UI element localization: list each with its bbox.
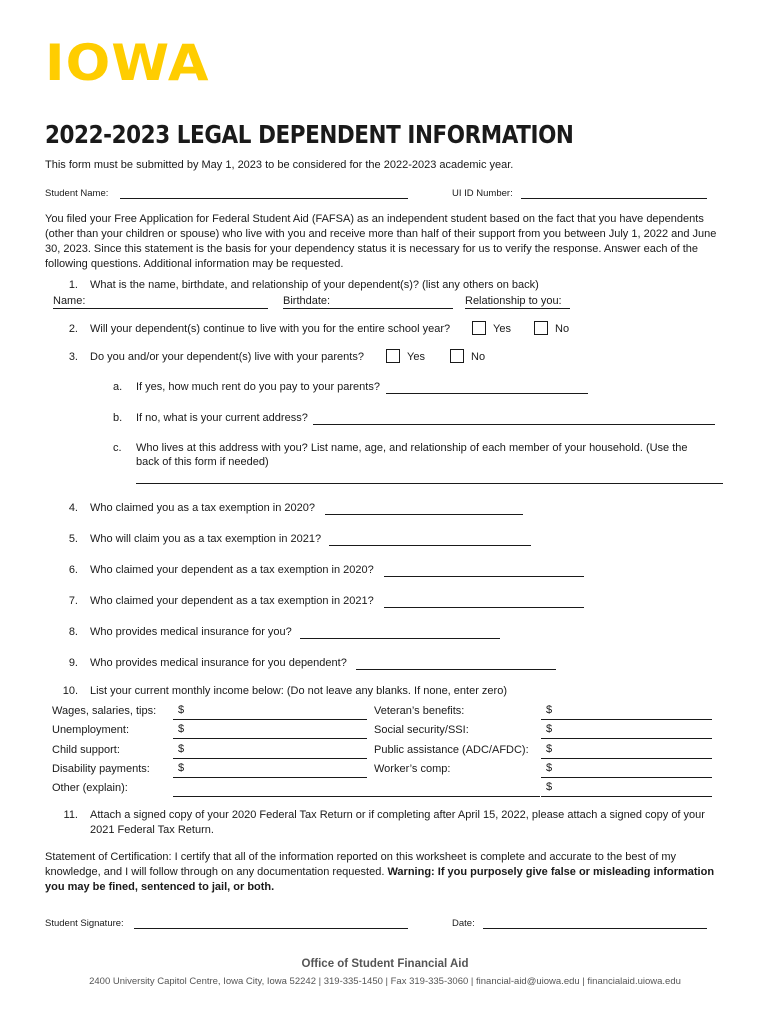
dollar-sign: $ xyxy=(178,743,185,755)
certification-text: Statement of Certification: I certify that all of the information reported on this worksheet is complete and accurate to the best of my knowledge, and I will follow through on any documentation requested. xyxy=(45,851,676,878)
q3c-letter: c. xyxy=(113,442,122,454)
income-label-public-assistance: Public assistance (ADC/AFDC): xyxy=(374,744,529,756)
income-label-veterans: Veteran’s benefits: xyxy=(374,705,465,717)
q1-name-label: Name: xyxy=(53,295,86,307)
q2-yes-label: Yes xyxy=(493,323,511,335)
iowa-logo: IOWA xyxy=(45,34,210,92)
q11-number: 11. xyxy=(63,809,78,821)
q3-yes-label: Yes xyxy=(407,351,425,363)
income-label-child-support: Child support: xyxy=(52,744,120,756)
q3-no-checkbox[interactable] xyxy=(450,349,464,363)
income-field-other-explain[interactable] xyxy=(173,781,540,797)
q3-no-label: No xyxy=(471,351,486,363)
q6-field[interactable] xyxy=(384,565,584,577)
dollar-sign: $ xyxy=(546,762,553,774)
q7-text: Who claimed your dependent as a tax exemption in 2021? xyxy=(90,595,374,607)
q6-text: Who claimed your dependent as a tax exemption in 2020? xyxy=(90,564,374,576)
dollar-sign: $ xyxy=(546,743,553,755)
q4-field[interactable] xyxy=(325,503,523,515)
q2-no-label: No xyxy=(555,323,570,335)
income-field-disability[interactable] xyxy=(173,762,367,778)
q8-text: Who provides medical insurance for you? xyxy=(90,626,292,638)
q5-number: 5. xyxy=(68,533,78,545)
income-field-child-support[interactable] xyxy=(173,743,367,759)
income-label-workers-comp: Worker’s comp: xyxy=(374,763,451,775)
dollar-sign: $ xyxy=(178,723,185,735)
q2-number: 2. xyxy=(68,323,78,335)
q10-text: List your current monthly income below: (Do not leave any blanks. If none, enter zero) xyxy=(90,685,507,697)
q3-yes-checkbox[interactable] xyxy=(386,349,400,363)
q3a-field[interactable] xyxy=(386,382,588,394)
q1-number: 1. xyxy=(68,279,78,291)
income-field-other[interactable] xyxy=(541,781,712,797)
q2-text: Will your dependent(s) continue to live with you for the entire school year? xyxy=(90,323,451,335)
q1-relationship-label: Relationship to you: xyxy=(465,295,562,307)
q11-text-line2: 2021 Federal Tax Return. xyxy=(90,824,214,836)
q4-number: 4. xyxy=(68,502,78,514)
q3a-letter: a. xyxy=(113,381,123,393)
income-label-social-security: Social security/SSI: xyxy=(374,724,469,736)
q3b-text: If no, what is your current address? xyxy=(136,412,308,424)
income-label-other: Other (explain): xyxy=(52,782,128,794)
footer-address: 2400 University Capitol Centre, Iowa City, Iowa 52242 | 319-335-1450 | Fax 319-335-3060 | financial-aid@uiowa.edu | financialaid.uiowa.edu xyxy=(89,976,681,987)
q1-birthdate-label: Birthdate: xyxy=(283,295,331,307)
deadline-note: This form must be submitted by May 1, 2023 to be considered for the 2022-2023 academic year. xyxy=(45,159,514,171)
q8-field[interactable] xyxy=(300,627,500,639)
q1-name-field[interactable] xyxy=(53,297,268,309)
q3b-letter: b. xyxy=(113,412,123,424)
signature-label: Student Signature: xyxy=(45,918,124,929)
dollar-sign: $ xyxy=(546,704,553,716)
page-title: 2022-2023 LEGAL DEPENDENT INFORMATION xyxy=(45,120,574,149)
income-field-public-assistance[interactable] xyxy=(541,743,712,759)
income-field-unemployment[interactable] xyxy=(173,723,367,739)
income-field-wages[interactable] xyxy=(173,704,367,720)
dollar-sign: $ xyxy=(178,704,185,716)
q9-field[interactable] xyxy=(356,658,556,670)
dollar-sign: $ xyxy=(178,762,185,774)
certification-warning: Warning: If you purposely give false or misleading information you may be fined, sentenced to jail, or both. xyxy=(45,866,715,893)
student-name-field[interactable] xyxy=(120,187,408,199)
q4-text: Who claimed you as a tax exemption in 2020? xyxy=(90,502,316,514)
q3c-field[interactable] xyxy=(136,472,723,484)
dollar-sign: $ xyxy=(546,723,553,735)
q5-text: Who will claim you as a tax exemption in 2021? xyxy=(90,533,322,545)
footer-office: Office of Student Financial Aid xyxy=(301,958,469,970)
q1-birthdate-field[interactable] xyxy=(283,297,453,309)
q10-number: 10. xyxy=(62,685,78,697)
q1-text: What is the name, birthdate, and relationship of your dependent(s)? (list any others on back) xyxy=(90,279,539,291)
q9-text: Who provides medical insurance for you dependent? xyxy=(90,657,347,669)
date-field[interactable] xyxy=(483,917,707,929)
uiid-field[interactable] xyxy=(521,187,707,199)
income-field-veterans[interactable] xyxy=(541,704,712,720)
q2-no-checkbox[interactable] xyxy=(534,321,548,335)
q3-number: 3. xyxy=(68,351,78,363)
q6-number: 6. xyxy=(68,564,78,576)
income-label-wages: Wages, salaries, tips: xyxy=(52,705,157,717)
dollar-sign: $ xyxy=(546,781,553,793)
uiid-label: UI ID Number: xyxy=(452,188,513,199)
q7-number: 7. xyxy=(68,595,78,607)
income-field-social-security[interactable] xyxy=(541,723,712,739)
income-label-disability: Disability payments: xyxy=(52,763,150,775)
q3-text: Do you and/or your dependent(s) live with your parents? xyxy=(90,351,364,363)
income-label-unemployment: Unemployment: xyxy=(52,724,130,736)
q9-number: 9. xyxy=(68,657,78,669)
q7-field[interactable] xyxy=(384,596,584,608)
q1-relationship-field[interactable] xyxy=(465,297,570,309)
intro-paragraph: You filed your Free Application for Federal Student Aid (FAFSA) as an independent student based on the fact that you have dependents (other than your children or spouse) who live with you and receive more than half of their support from you between July 1, 2022 and June 30, 2023. Since this statement is the basis for your dependency status it is necessary for us to verify the response. Answer each of the following questions. Additional information may be requested. xyxy=(45,213,717,270)
q2-yes-checkbox[interactable] xyxy=(472,321,486,335)
student-name-label: Student Name: xyxy=(45,188,109,199)
q8-number: 8. xyxy=(68,626,78,638)
q3b-field[interactable] xyxy=(313,413,715,425)
date-label: Date: xyxy=(452,918,475,929)
q3c-text-line2: back of this form if needed) xyxy=(136,456,269,468)
q11-text-line1: Attach a signed copy of your 2020 Federal Tax Return or if completing after April 15, 2022, please attach a signed copy of your xyxy=(90,809,705,821)
q5-field[interactable] xyxy=(329,534,531,546)
q3c-text-line1: Who lives at this address with you? List name, age, and relationship of each member of your household. (Use the xyxy=(136,442,688,454)
q3a-text: If yes, how much rent do you pay to your parents? xyxy=(136,381,380,393)
income-field-workers-comp[interactable] xyxy=(541,762,712,778)
signature-field[interactable] xyxy=(134,917,408,929)
certification-statement xyxy=(45,850,725,895)
